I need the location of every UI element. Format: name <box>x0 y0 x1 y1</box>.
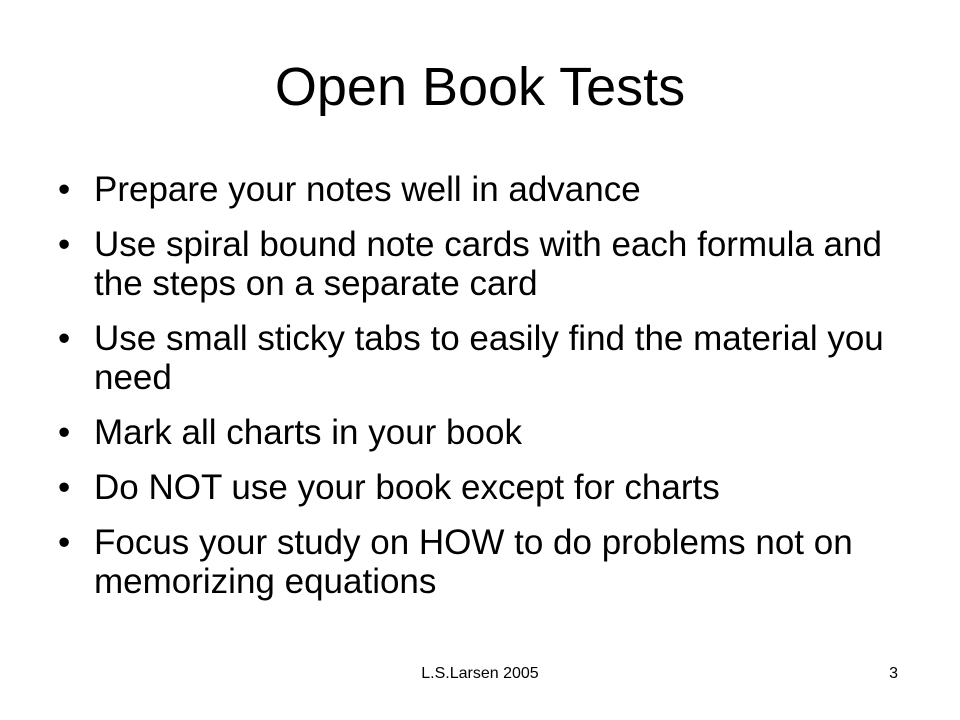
bullet-item <box>58 523 918 601</box>
bullet-item <box>58 468 918 507</box>
bullet-text: Focus your study on HOW to do problems not on memorizing equations <box>94 523 853 601</box>
bullet-list <box>58 170 918 617</box>
bullet-text: Do NOT use your book except for charts <box>94 468 720 507</box>
bullet-marker: • <box>58 413 71 452</box>
bullet-marker: • <box>58 523 71 562</box>
bullet-text: Prepare your notes well in advance <box>94 170 641 209</box>
bullet-text: Mark all charts in your book <box>94 413 522 452</box>
footer-author: L.S.Larsen 2005 <box>421 665 539 682</box>
bullet-marker: • <box>58 170 71 209</box>
bullet-item <box>58 319 918 397</box>
slide-title: Open Book Tests <box>274 57 686 117</box>
bullet-item <box>58 225 918 303</box>
bullet-marker: • <box>58 468 71 507</box>
page-number: 3 <box>889 665 898 682</box>
bullet-text: Use spiral bound note cards with each formula and the steps on a separate card <box>94 225 882 303</box>
bullet-text: Use small sticky tabs to easily find the material you need <box>94 319 884 397</box>
bullet-item <box>58 413 918 452</box>
bullet-item <box>58 170 918 209</box>
bullet-marker: • <box>58 319 71 358</box>
bullet-marker: • <box>58 225 71 264</box>
